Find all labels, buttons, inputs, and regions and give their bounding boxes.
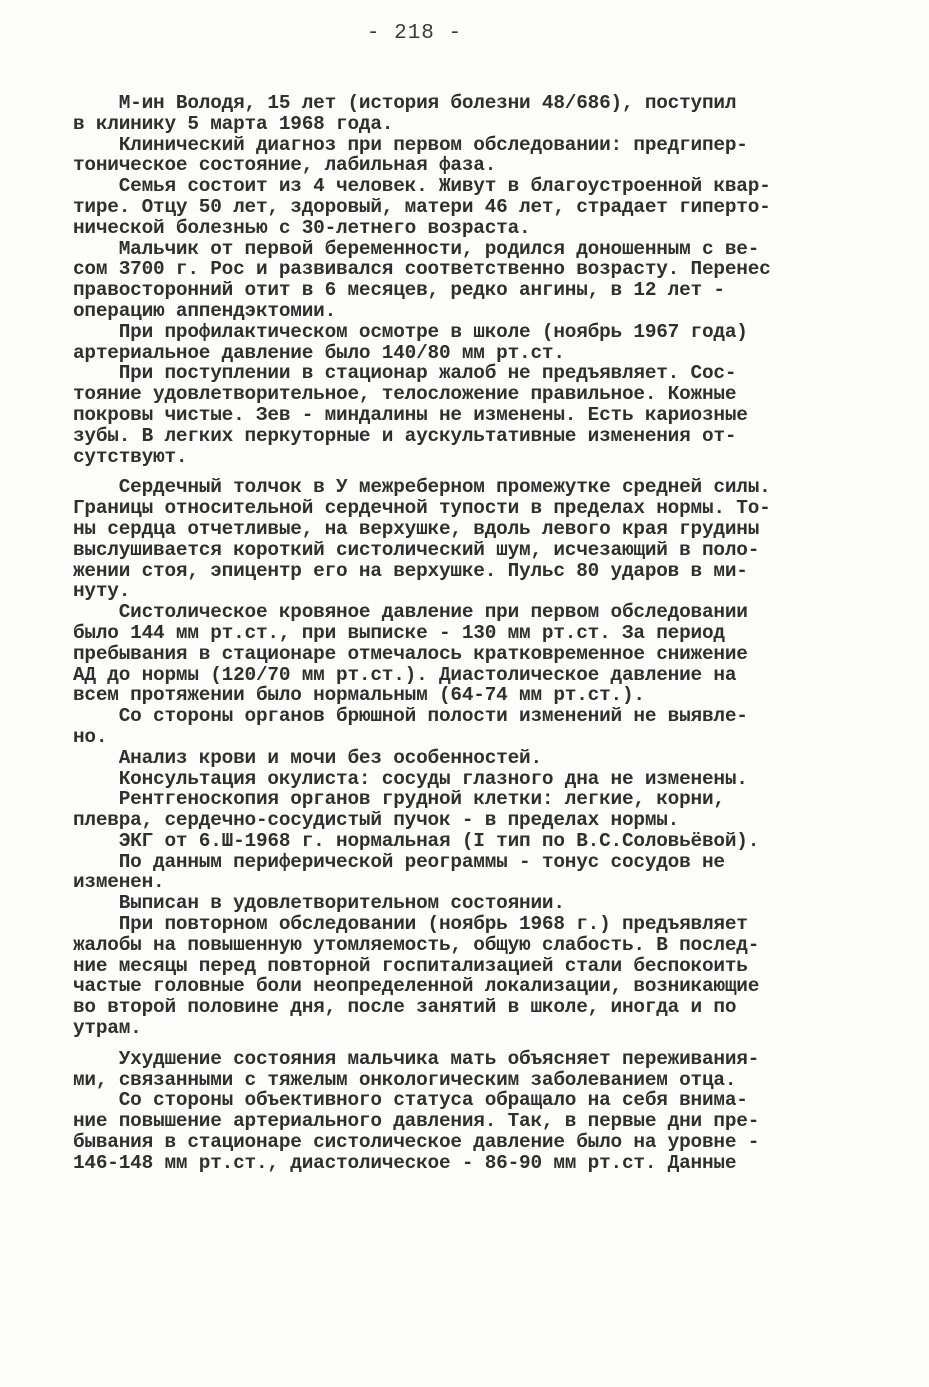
text-line: Анализ крови и мочи без особенностей. [73, 747, 542, 769]
document-body [73, 93, 853, 1174]
text-line: частые головные боли неопределенной локализации, возникающие [73, 976, 760, 998]
text-line: АД до нормы (120/70 мм рт.ст.). Диастолическое давление на [73, 664, 737, 686]
text-line: правосторонний отит в 6 месяцев, редко ангины, в 12 лет - [73, 280, 725, 301]
text-line: ны сердца отчетливые, на верхушке, вдоль левого края грудины [73, 518, 760, 540]
text-line: зубы. В легких перкуторные и аускультативные изменения от- [73, 425, 737, 447]
text-line: но. [73, 726, 108, 748]
text-line: 146-148 мм рт.ст., диастолическое - 86-90 мм рт.ст. Данные [73, 1152, 737, 1174]
text-line: артериальное давление было 140/80 мм рт.ст. [73, 342, 565, 364]
text-line: жалобы на повышенную утомляемость, общую слабость. В послед- [73, 934, 760, 956]
text-line: Систолическое кровяное давление при первом обследовании [73, 602, 748, 623]
text-line: пребывания в стационаре отмечалось кратковременное снижение [73, 643, 748, 665]
text-line: Клинический диагноз при первом обследовании: предгипер- [73, 134, 748, 156]
text-line: утрам. [73, 1018, 142, 1039]
text-line: тире. Отцу 50 лет, здоровый, матери 46 лет, страдает гиперто- [73, 196, 771, 218]
text-line: Рентгеноскопия органов грудной клетки: легкие, корни, [73, 789, 725, 811]
text-line: Консультация окулиста: сосуды глазного дна не изменены. [73, 768, 748, 790]
paragraph-gap [73, 1039, 853, 1049]
text-line: сом 3700 г. Рос и развивался соответственно возрасту. Перенес [73, 259, 771, 281]
text-line: При профилактическом осмотре в школе (ноябрь 1967 года) [73, 321, 748, 343]
text-line: операцию аппендэктомии. [73, 300, 337, 322]
text-line: плевра, сердечно-сосудистый пучок - в пределах нормы. [73, 810, 680, 831]
text-line: Со стороны объективного статуса обращало на себя внима- [73, 1090, 748, 1112]
text-line: Ухудшение состояния мальчика мать объясняет переживания- [73, 1048, 760, 1070]
text-line: тоническое состояние, лабильная фаза. [73, 155, 497, 177]
text-line: При повторном обследовании (ноябрь 1968 г.) предъявляет [73, 914, 748, 935]
text-line: Семья состоит из 4 человек. Живут в благоустроенной квар- [73, 176, 771, 197]
text-line: покровы чистые. Зев - миндалины не изменены. Есть кариозные [73, 404, 748, 426]
text-line: во второй половине дня, после занятий в школе, иногда и по [73, 997, 737, 1019]
text-line: ЭКГ от 6.Ш-1968 г. нормальная (I тип по В.С.Соловьёвой). [73, 830, 760, 852]
text-line: По данным периферической реограммы - тонус сосудов не [73, 851, 725, 873]
text-line: ние повышение артериального давления. Так, в первые дни пре- [73, 1111, 760, 1133]
text-line: бывания в стационаре систолическое давление было на уровне - [73, 1132, 760, 1153]
text-line: ми, связанными с тяжелым онкологическим заболеванием отца. [73, 1069, 737, 1091]
paragraph-gap [73, 467, 853, 477]
text-line: всем протяжении было нормальным (64-74 мм рт.ст.). [73, 685, 645, 707]
text-line: Границы относительной сердечной тупости в пределах нормы. То- [73, 498, 771, 519]
text-line: в клинику 5 марта 1968 года. [73, 113, 394, 135]
text-line: было 144 мм рт.ст., при выписке - 130 мм рт.ст. За период [73, 622, 725, 644]
text-line: выслушивается короткий систолический шум, исчезающий в поло- [73, 539, 760, 561]
page-number: - 218 - [366, 22, 463, 45]
text-line: изменен. [73, 872, 165, 894]
text-line: М-ин Володя, 15 лет (история болезни 48/686), поступил [73, 93, 737, 114]
text-line: сутствуют. [73, 446, 188, 468]
text-line: При поступлении в стационар жалоб не предъявляет. Сос- [73, 363, 737, 385]
text-line: жении стоя, эпицентр его на верхушке. Пульс 80 ударов в ми- [73, 560, 748, 582]
text-line: Мальчик от первой беременности, родился доношенным с ве- [73, 238, 760, 260]
text-line: ние месяцы перед повторной госпитализацией стали беспокоить [73, 955, 748, 977]
text-line: Со стороны органов брюшной полости изменений не выявле- [73, 706, 748, 727]
text-line: нической болезнью с 30-летнего возраста. [73, 217, 531, 239]
text-line: нуту. [73, 581, 131, 603]
text-line: Выписан в удовлетворительном состоянии. [73, 893, 565, 915]
text-line: тояние удовлетворительное, телосложение правильное. Кожные [73, 384, 737, 405]
text-line: Сердечный толчок в У межреберном промежутке средней силы. [73, 477, 771, 499]
